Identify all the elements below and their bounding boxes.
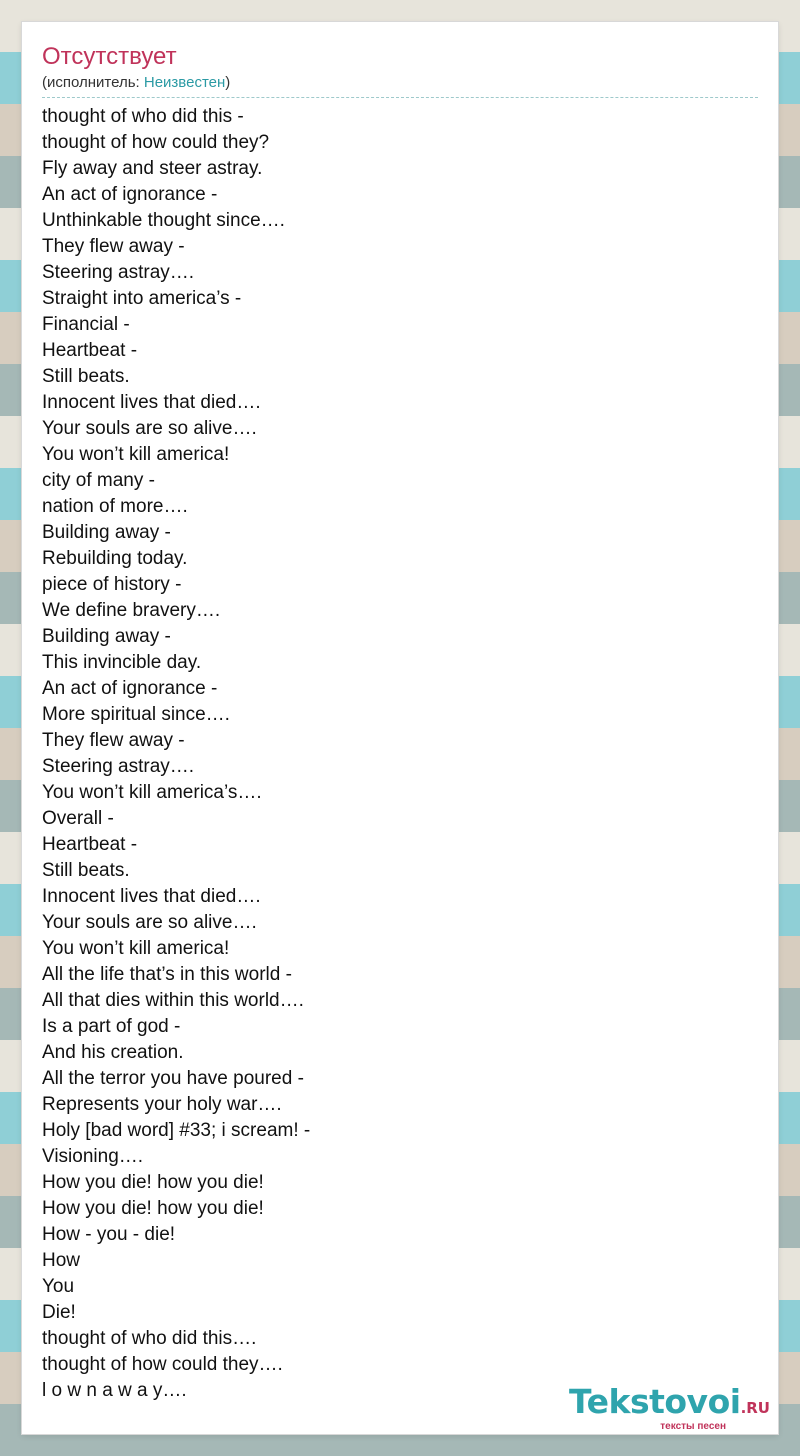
lyric-line: city of many - — [42, 470, 155, 491]
artist-line — [42, 73, 758, 98]
lyric-line: Is a part of god - — [42, 1016, 181, 1037]
song-header — [42, 42, 758, 98]
lyric-line: Your souls are so alive…. — [42, 912, 257, 933]
lyric-line: You — [42, 1276, 75, 1297]
lyric-line: An act of ignorance - — [42, 184, 218, 205]
lyric-line: How - you - die! — [42, 1224, 176, 1245]
lyric-line: Still beats. — [42, 366, 130, 387]
lyric-line: Straight into america’s - — [42, 288, 242, 309]
lyric-line: An act of ignorance - — [42, 678, 218, 699]
lyric-line: How you die! how you die! — [42, 1172, 264, 1193]
lyric-line: Represents your holy war…. — [42, 1094, 282, 1115]
lyric-line: This invincible day. — [42, 652, 202, 673]
lyric-line: Building away - — [42, 626, 171, 647]
lyric-line: We define bravery…. — [42, 600, 221, 621]
lyric-line: Innocent lives that died…. — [42, 392, 261, 413]
lyric-line: All the life that’s in this world - — [42, 964, 292, 985]
lyric-line: Still beats. — [42, 860, 130, 881]
lyric-line: Fly away and steer astray. — [42, 158, 263, 179]
lyric-line: All that dies within this world…. — [42, 990, 304, 1011]
lyric-line: How you die! how you die! — [42, 1198, 264, 1219]
site-logo[interactable] — [569, 1384, 770, 1432]
lyrics-block — [42, 104, 758, 1404]
lyric-line: More spiritual since…. — [42, 704, 230, 725]
lyric-line: Holy [bad word] #33; i scream! - — [42, 1120, 311, 1141]
artist-suffix: ) — [225, 74, 231, 91]
lyric-line: piece of history - — [42, 574, 182, 595]
lyric-line: Heartbeat - — [42, 834, 138, 855]
lyric-line: Overall - — [42, 808, 114, 829]
lyric-line: And his creation. — [42, 1042, 184, 1063]
lyric-line: thought of who did this…. — [42, 1328, 257, 1349]
lyric-line: They flew away - — [42, 236, 185, 257]
lyric-line: How — [42, 1250, 81, 1271]
lyric-line: thought of how could they? — [42, 132, 270, 153]
lyric-line: Steering astray…. — [42, 262, 195, 283]
lyric-line: Unthinkable thought since…. — [42, 210, 285, 231]
logo-suffix: .RU — [740, 1399, 770, 1417]
artist-link[interactable]: Неизвестен — [143, 74, 226, 91]
lyric-line: All the terror you have poured - — [42, 1068, 304, 1089]
lyric-line: thought of how could they…. — [42, 1354, 283, 1375]
lyric-line: Heartbeat - — [42, 340, 138, 361]
logo-tagline: тексты песен — [660, 1421, 726, 1432]
logo-main-text: Tekstovoi — [569, 1382, 741, 1421]
lyric-line: l o w n a w a y…. — [42, 1380, 187, 1401]
song-title: Отсутствует — [42, 43, 177, 70]
lyric-line: Rebuilding today. — [42, 548, 188, 569]
lyric-line: You won’t kill america! — [42, 444, 230, 465]
lyric-line: Financial - — [42, 314, 130, 335]
lyric-line: Building away - — [42, 522, 171, 543]
lyric-line: nation of more…. — [42, 496, 188, 517]
lyric-line: thought of who did this - — [42, 106, 244, 127]
logo-wordmark — [569, 1384, 770, 1426]
artist-prefix: (исполнитель: — [42, 74, 144, 91]
lyric-line: You won’t kill america’s…. — [42, 782, 262, 803]
lyric-line: Visioning…. — [42, 1146, 144, 1167]
lyric-line: Innocent lives that died…. — [42, 886, 261, 907]
lyric-line: You won’t kill america! — [42, 938, 230, 959]
lyric-line: Steering astray…. — [42, 756, 195, 777]
lyric-line: Your souls are so alive…. — [42, 418, 257, 439]
lyric-line: Die! — [42, 1302, 76, 1323]
lyric-line: They flew away - — [42, 730, 185, 751]
page-sheet — [22, 22, 778, 1434]
